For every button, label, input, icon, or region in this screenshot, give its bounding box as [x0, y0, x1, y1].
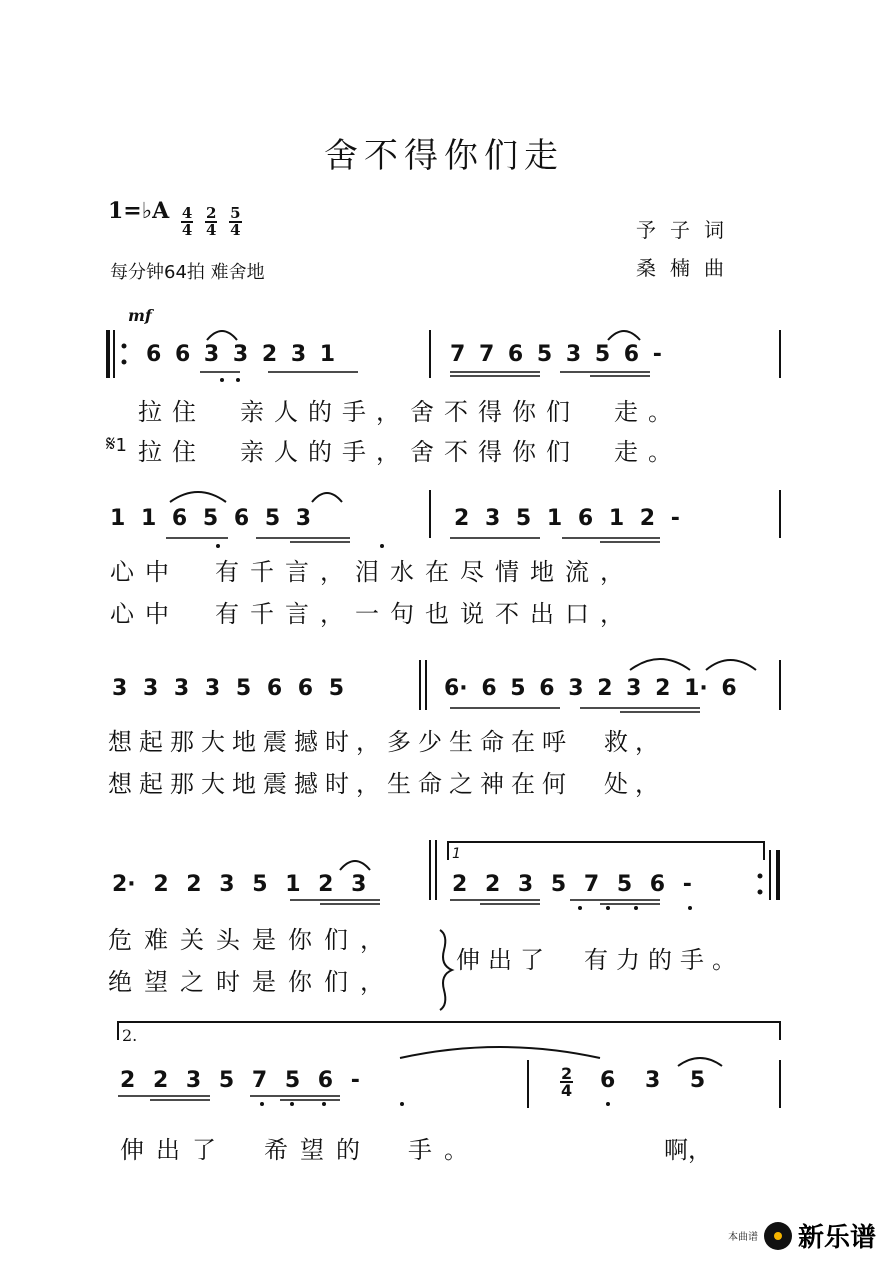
system-5-lyric-1: 伸出了 希望的 手。 — [120, 1136, 480, 1164]
disc-logo-icon — [764, 1222, 792, 1250]
system-1-notes-b: 7 7 6 5 3 5 6 - — [450, 342, 662, 367]
site-watermark — [728, 1217, 876, 1254]
system-4-notes-a: 2· 2 2 3 5 1 2 3 — [112, 872, 367, 897]
system-3-lyric-1: 想起那大地震撼时，多少生命在呼 救， — [108, 728, 666, 756]
system-2-lyric-2: 心中 有千言，一句也说不出口， — [110, 600, 635, 628]
song-title: 舍不得你们走 — [324, 136, 564, 176]
system-2-lyric-1: 心中 有千言，泪水在尽情地流， — [110, 558, 635, 586]
time-signature-2: $\frac{2}{4}$ — [205, 204, 217, 239]
system-2-notes-a: 1 1 6 5 6 5 3 — [110, 506, 312, 531]
time-signature-1: $\frac{4}{4}$ — [181, 204, 193, 239]
lyricist-credit: 予子词 — [636, 218, 738, 242]
system-3-notes-b: 6· 6 5 6 3 2 3 2 1· 6 — [444, 676, 737, 701]
watermark-logo-text: 新乐谱 — [797, 1223, 876, 1253]
system-4-lyric-2: 绝望之时是你们， — [108, 968, 396, 996]
key-text: 1=♭A — [108, 198, 170, 224]
volta-2-label: 2. — [122, 1026, 138, 1045]
dynamic-marking: mf — [128, 306, 152, 325]
system-4-shared-lyric: 伸出了 有力的手。 — [456, 946, 744, 974]
system-5-notes-a: 2 2 3 5 7 5 6 - — [120, 1068, 360, 1093]
system-5-lyric-2: 啊， — [664, 1136, 712, 1164]
system-5-notes-b: 6 3 5 — [600, 1068, 706, 1093]
segno-sign: 𝄋1 — [106, 432, 127, 457]
system-1-notes-a: 6 6 3 3 2 3 1 — [146, 342, 336, 367]
system-3-lyric-2: 想起那大地震撼时，生命之神在何 处， — [108, 770, 666, 798]
system-4-lyric-1: 危难关头是你们， — [108, 926, 396, 954]
system-4-notes-b: 2 2 3 5 7 5 6 - — [452, 872, 692, 897]
composer-credit: 桑楠曲 — [636, 256, 738, 280]
system-1-lyric-2: 拉住 亲人的手，舍不得你们 走。 — [138, 438, 682, 466]
system-1-lyric-1: 拉住 亲人的手，舍不得你们 走。 — [138, 398, 682, 426]
system-3-notes-a: 3 3 3 3 5 6 6 5 — [112, 676, 345, 701]
tempo-marking: 每分钟64拍 难舍地 — [110, 262, 265, 283]
system-2-notes-b: 2 3 5 1 6 1 2 - — [454, 506, 680, 531]
time-signature-3: $\frac{5}{4}$ — [230, 204, 241, 239]
inline-time-signature: $\frac{2}{4}$ — [561, 1064, 573, 1100]
watermark-caption: 本曲谱 — [727, 1232, 758, 1243]
volta-1-label: 1 — [452, 846, 461, 862]
